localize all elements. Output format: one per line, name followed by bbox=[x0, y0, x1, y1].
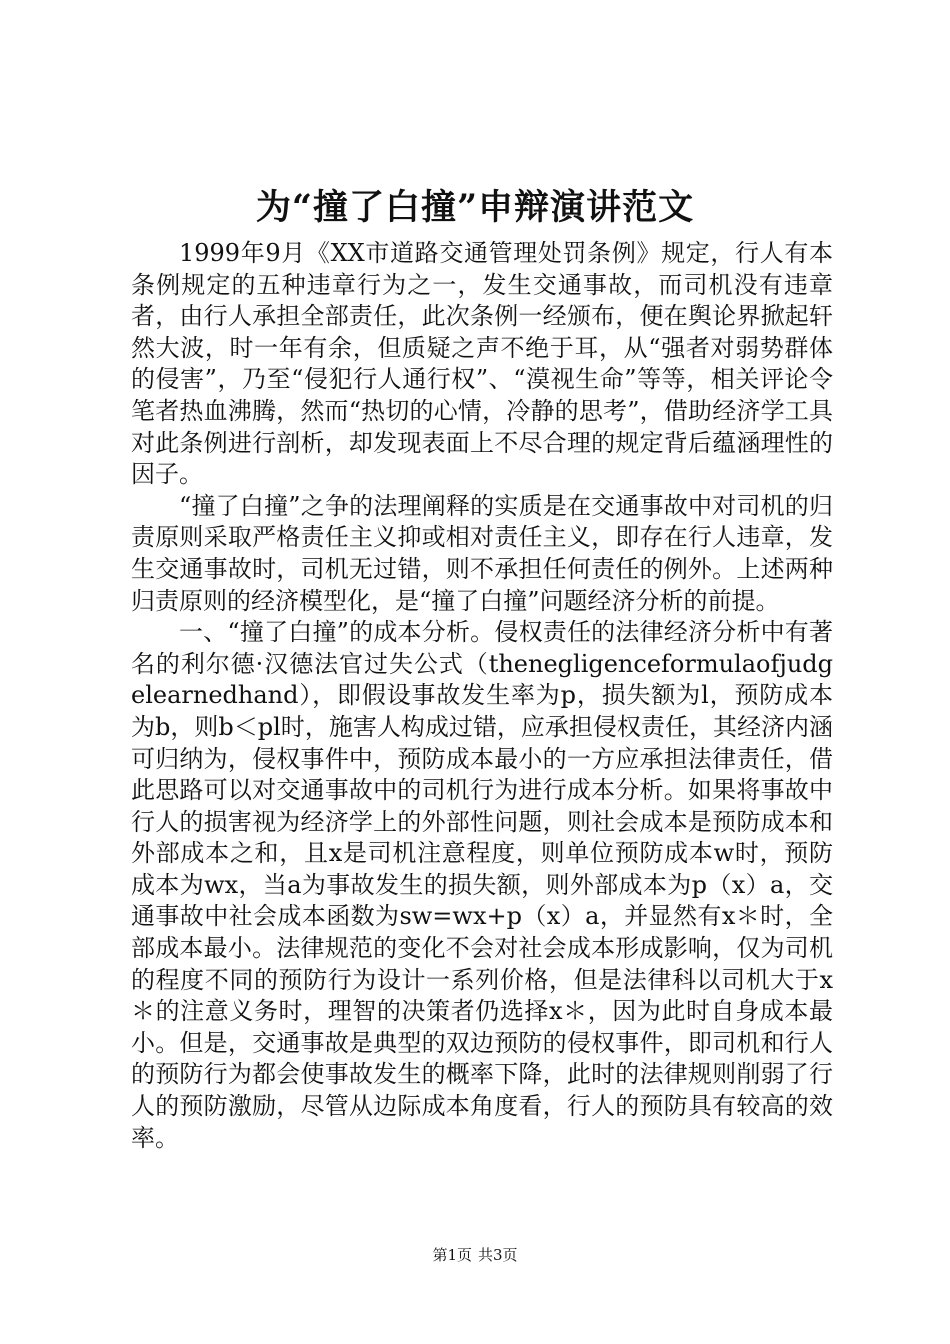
page-number: 第1页 bbox=[432, 1246, 472, 1264]
document-body bbox=[131, 238, 833, 1154]
document-title: 为“撞了白撞”申辩演讲范文 bbox=[255, 187, 695, 228]
page-footer bbox=[0, 1244, 950, 1266]
paragraph-2: “撞了白撞”之争的法理阐释的实质是在交通事故中对司机的归责原则采取严格责任主义抑或相对责任主义，即存在行人违章，发生交通事故时，司机无过错，则不承担任何责任的例外。上述两种归责原则的经济模型化，是“撞了白撞”问题经济分析的前提。 bbox=[131, 491, 833, 615]
page-total: 共3页 bbox=[478, 1246, 518, 1264]
paragraph-1: 1999年9月《XX市道路交通管理处罚条例》规定，行人有本条例规定的五种违章行为之一，发生交通事故，而司机没有违章者，由行人承担全部责任，此次条例一经颁布，便在舆论界掀起轩然大波，时一年有余，但质疑之声不绝于耳，从“强者对弱势群体的侵害”，乃至“侵犯行人通行权”、“漠视生命”等等，相关评论令笔者热血沸腾，然而“热切的心情，冷静的思考”，借助经济学工具对此条例进行剖析，却发现表面上不尽合理的规定背后蕴涵理性的因子。 bbox=[131, 239, 833, 489]
paragraph-3: 一、“撞了白撞”的成本分析。侵权责任的法律经济分析中有著名的利尔德·汉德法官过失公式（thenegligenceformulaofjudgelearnedhand），即假设事故发生率为p，损失额为l，预防成本为b，则b＜pl时，施害人构成过错，应承担侵权责任，其经济内涵可归纳为，侵权事件中，预防成本最小的一方应承担法律责任，借此思路可以对交通事故中的司机行为进行成本分析。如果将事故中行人的损害视为经济学上的外部性问题，则社会成本是预防成本和外部成本之和，且x是司机注意程度，则单位预防成本w时，预防成本为wx，当a为事故发生的损失额，则外部成本为p（x）a，交通事故中社会成本函数为sw=wx+p（x）a，并显然有x＊时，全部成本最小。法律规范的变化不会对社会成本形成影响，仅为司机的程度不同的预防行为设计一系列价格，但是法律科以司机大于x＊的注意义务时，理智的决策者仍选择x＊，因为此时自身成本最小。但是，交通事故是典型的双边预防的侵权事件，即司机和行人的预防行为都会使事故发生的概率下降，此时的法律规则削弱了行人的预防激励，尽管从边际成本角度看，行人的预防具有较高的效率。 bbox=[131, 618, 833, 1152]
